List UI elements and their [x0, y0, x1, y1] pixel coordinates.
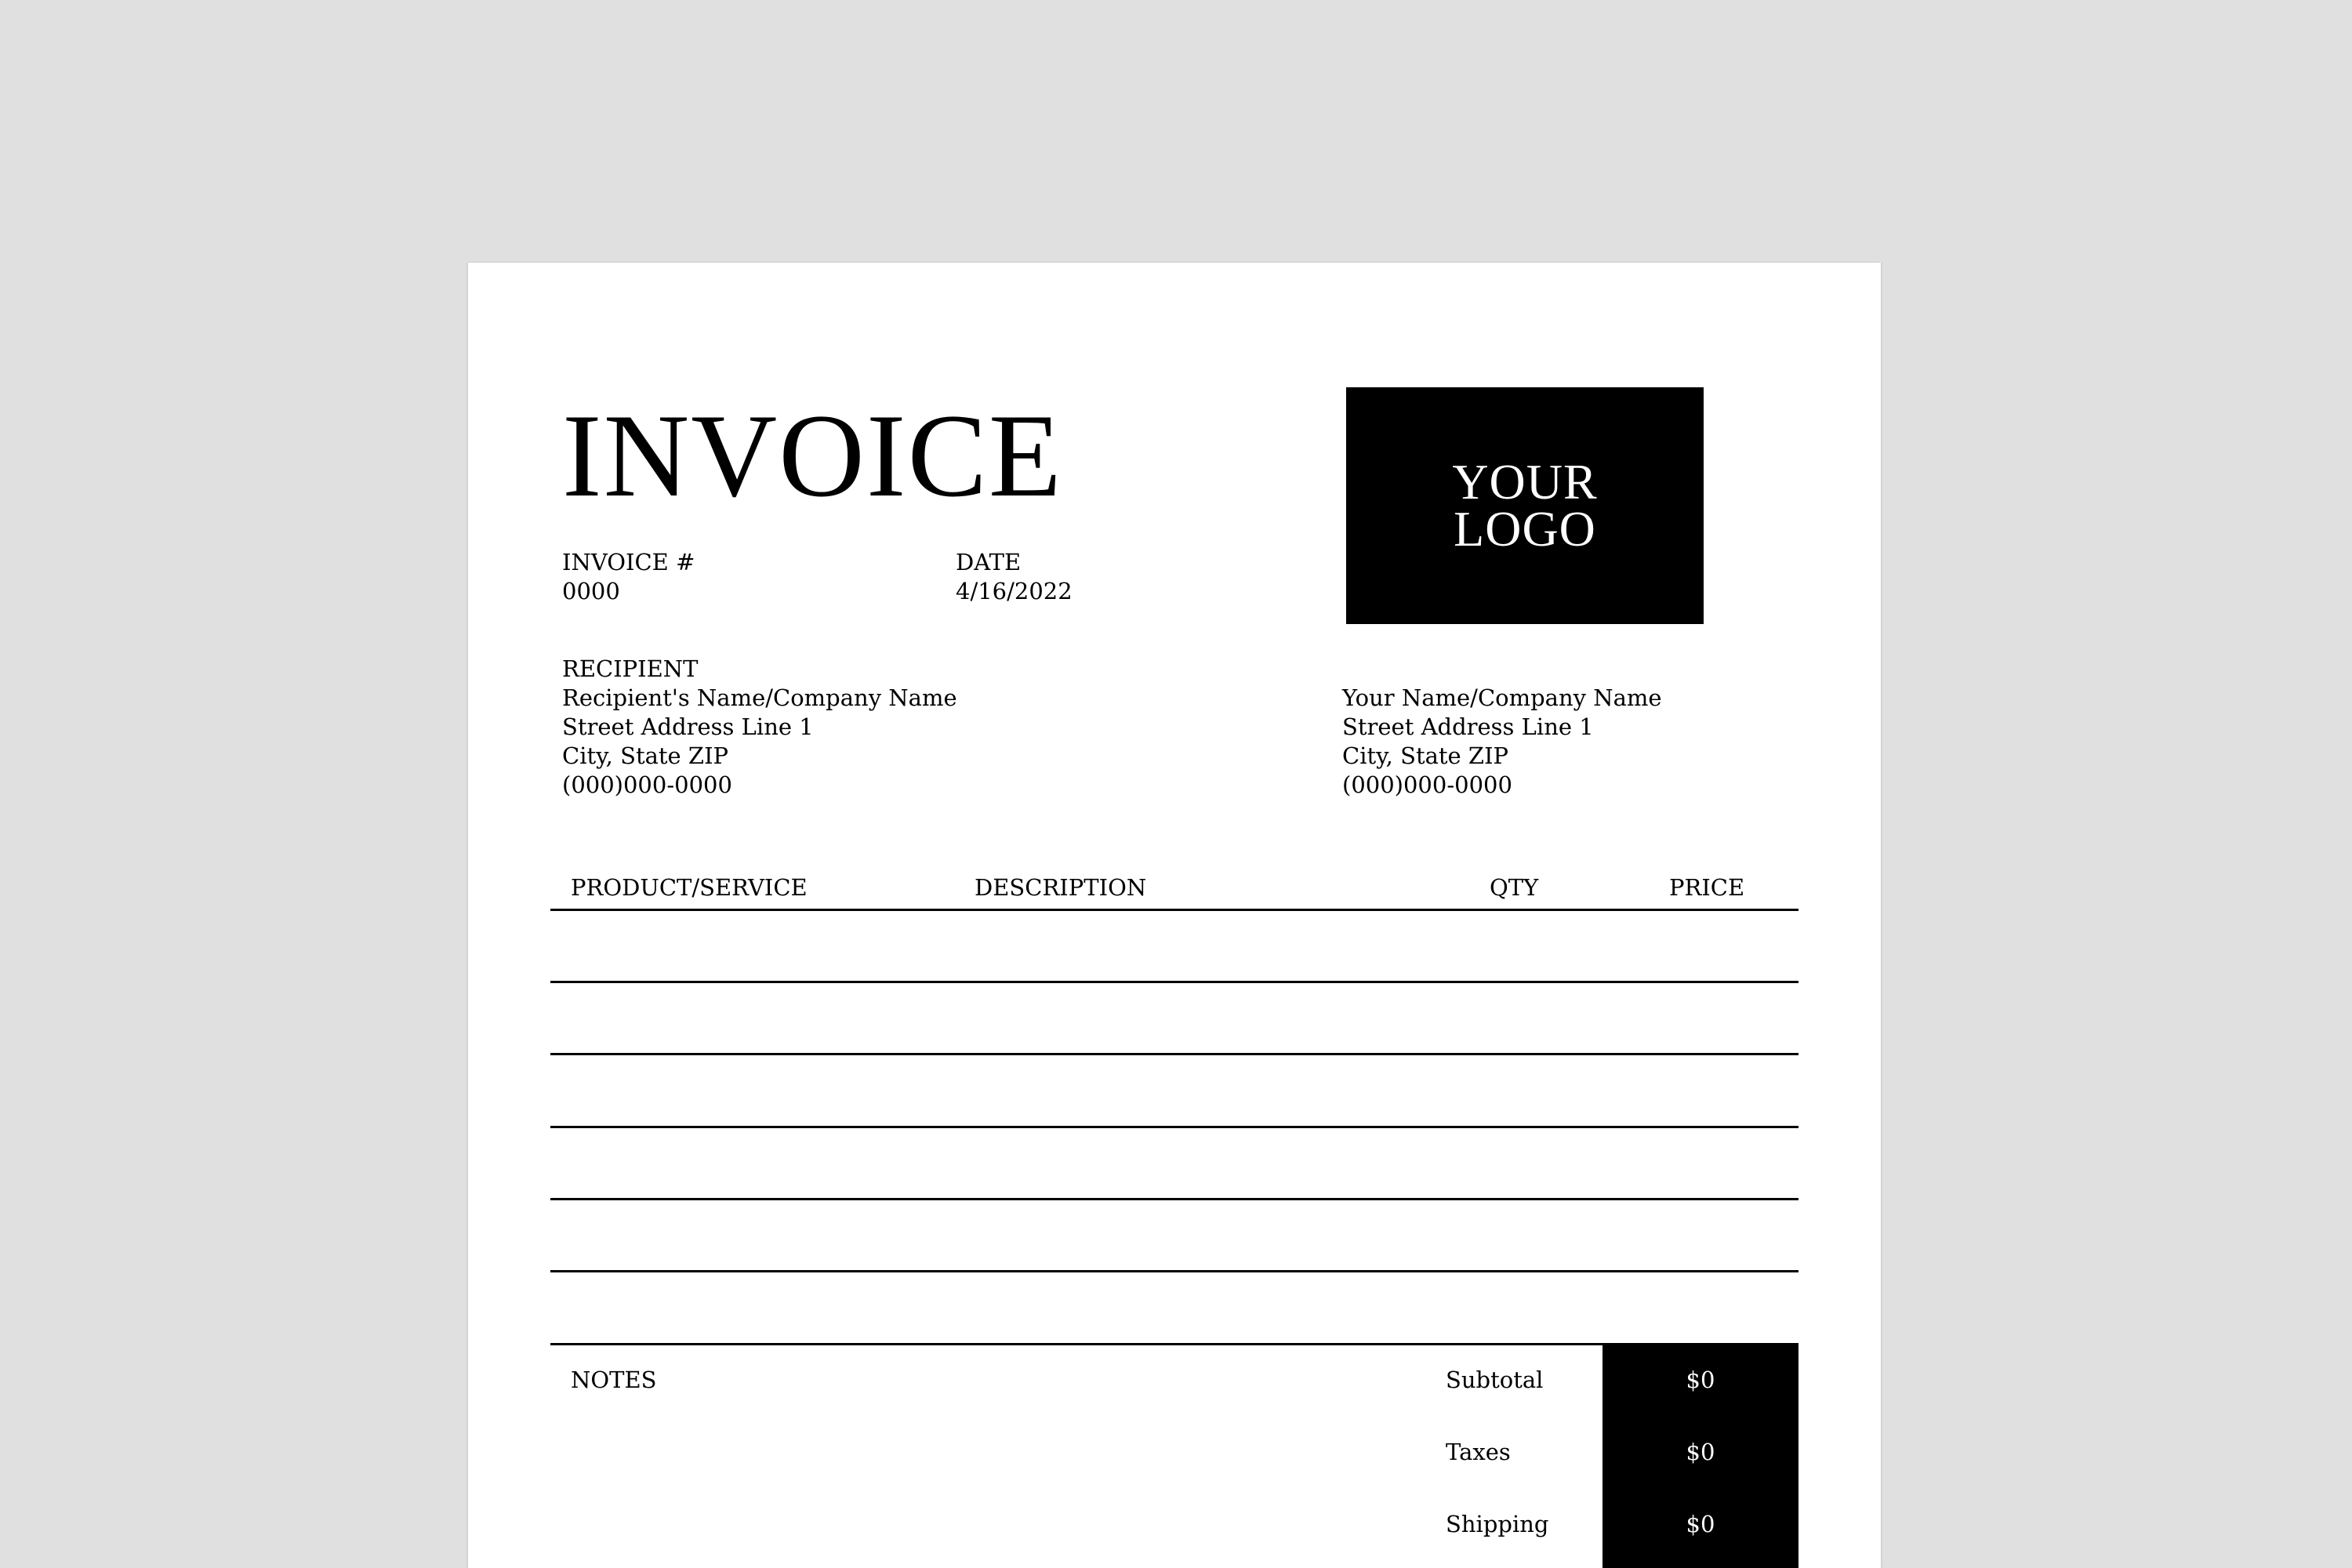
table-rule — [550, 1126, 1798, 1128]
recipient-name: Recipient's Name/Company Name — [562, 684, 957, 711]
invoice-date-label: DATE — [956, 549, 1022, 575]
recipient-block — [562, 655, 957, 800]
table-rule — [550, 1053, 1798, 1055]
sender-city: City, State ZIP — [1342, 742, 1509, 769]
recipient-phone: (000)000-0000 — [562, 771, 732, 798]
recipient-city: City, State ZIP — [562, 742, 729, 769]
logo-line-2: LOGO — [1454, 501, 1596, 557]
column-header-price: PRICE — [1669, 874, 1745, 901]
column-header-description: DESCRIPTION — [975, 874, 1147, 901]
logo-placeholder — [1346, 387, 1704, 624]
shipping-label: Shipping — [1446, 1511, 1549, 1537]
subtotal-value: $0 — [1686, 1367, 1715, 1393]
sender-phone: (000)000-0000 — [1342, 771, 1512, 798]
table-rule — [550, 981, 1798, 983]
invoice-page — [468, 263, 1881, 1568]
table-rule — [550, 909, 1798, 911]
taxes-label: Taxes — [1446, 1439, 1511, 1465]
sender-street: Street Address Line 1 — [1342, 713, 1594, 740]
invoice-date-block — [956, 548, 1073, 606]
invoice-date-value: 4/16/2022 — [956, 578, 1073, 604]
table-rule — [550, 1270, 1798, 1272]
recipient-street: Street Address Line 1 — [562, 713, 814, 740]
notes-label: NOTES — [571, 1367, 657, 1393]
sender-block — [1342, 684, 1662, 800]
table-rule — [550, 1198, 1798, 1200]
taxes-value: $0 — [1686, 1439, 1715, 1465]
shipping-value: $0 — [1686, 1511, 1715, 1537]
column-header-product: PRODUCT/SERVICE — [571, 874, 808, 901]
logo-line-1: YOUR — [1452, 454, 1598, 510]
invoice-number-block — [562, 548, 695, 606]
invoice-number-value: 0000 — [562, 578, 620, 604]
sender-name: Your Name/Company Name — [1342, 684, 1662, 711]
column-header-qty: QTY — [1490, 874, 1539, 901]
recipient-label: RECIPIENT — [562, 655, 699, 682]
subtotal-label: Subtotal — [1446, 1367, 1544, 1393]
invoice-title: INVOICE — [562, 390, 1063, 521]
totals-divider — [1602, 1486, 1610, 1488]
totals-divider — [1602, 1414, 1610, 1416]
invoice-number-label: INVOICE # — [562, 549, 695, 575]
